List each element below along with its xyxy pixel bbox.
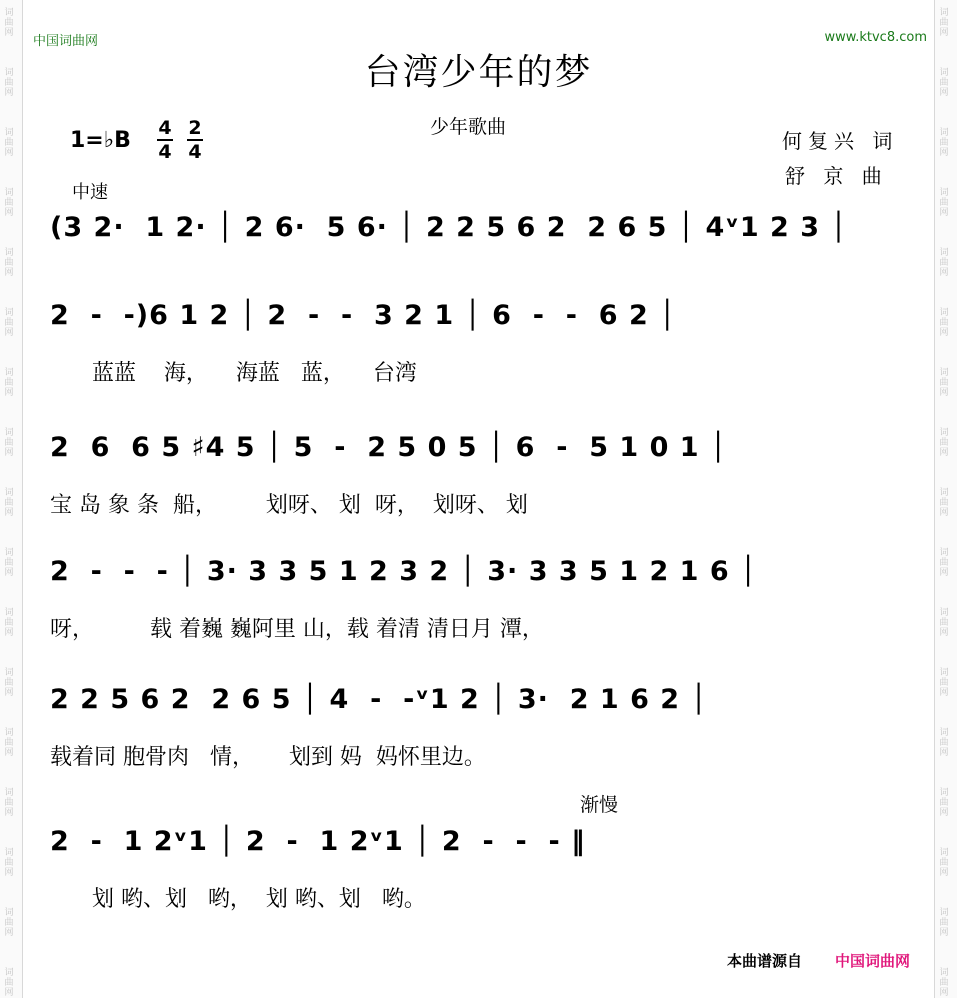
right-watermark-strip: [934, 0, 957, 998]
time-signature-2: 2 4: [188, 117, 202, 163]
watermark-text: 词 曲 网: [939, 68, 949, 98]
lyrics: 划 哟、划 哟， 划 哟、划 哟。: [50, 887, 426, 912]
time-signature-1: 4 4: [158, 117, 172, 163]
notation: 2 2 5 6 2 2 6 5 │ 4 - -ᵛ1 2 │ 3· 2 1 6 2 │: [50, 684, 708, 715]
watermark-text: 词 曲 网: [4, 368, 14, 398]
watermark-text: 词 曲 网: [4, 608, 14, 638]
watermark-text: 词 曲 网: [4, 68, 14, 98]
watermark-text: 词 曲 网: [4, 968, 14, 998]
left-watermark-strip: [0, 0, 23, 998]
watermark-text: 词 曲 网: [4, 848, 14, 878]
watermark-text: 词 曲 网: [939, 248, 949, 278]
watermark-text: 词 曲 网: [4, 488, 14, 518]
lyrics: 蓝蓝 海， 海蓝 蓝， 台湾: [50, 361, 417, 386]
watermark-text: 词 曲 网: [939, 848, 949, 878]
watermark-text: 词 曲 网: [4, 788, 14, 818]
lyrics: 呀， 载 着巍 巍阿里 山，载 着清 清日月 潭，: [50, 617, 544, 642]
watermark-text: 词 曲 网: [939, 188, 949, 218]
watermark-text: 词 曲 网: [939, 908, 949, 938]
watermark-text: 词 曲 网: [4, 668, 14, 698]
site-logo-left[interactable]: 中国词曲网: [33, 34, 99, 49]
song-title: 台湾少年的梦: [364, 52, 593, 93]
notation: 2 - 1 2ᵛ1 │ 2 - 1 2ᵛ1 │ 2 - - - ‖: [50, 826, 586, 857]
watermark-text: 词 曲 网: [4, 248, 14, 278]
source-site-link[interactable]: 中国词曲网: [835, 952, 911, 970]
site-url-right[interactable]: www.ktvc8.com: [824, 30, 927, 45]
tempo-marking: 中速: [72, 182, 108, 203]
watermark-text: 词 曲 网: [939, 368, 949, 398]
notation: (3 2· 1 2· │ 2 6· 5 6· │ 2 2 5 6 2 2 6 5 │ 4ᵛ1 2 3 │: [50, 212, 848, 243]
notation: 2 6 6 5 ♯4 5 │ 5 - 2 5 0 5 │ 6 - 5 1 0 1 │: [50, 432, 728, 463]
watermark-text: 词 曲 网: [4, 188, 14, 218]
key-signature: 1=♭B: [70, 128, 131, 153]
watermark-text: 词 曲 网: [939, 788, 949, 818]
source-label: 本曲谱源自: [727, 952, 803, 970]
song-subtitle: 少年歌曲: [430, 116, 507, 138]
watermark-text: 词 曲 网: [939, 668, 949, 698]
rallentando-marking: 渐慢: [580, 794, 619, 816]
watermark-text: 词 曲 网: [4, 428, 14, 458]
notation: 2 - - - │ 3· 3 3 5 1 2 3 2 │ 3· 3 3 5 1 2 1 6 │: [50, 556, 758, 587]
watermark-text: 词 曲 网: [939, 488, 949, 518]
watermark-text: 词 曲 网: [939, 728, 949, 758]
watermark-text: 词 曲 网: [4, 308, 14, 338]
notation: 2 - -)6 1 2 │ 2 - - 3 2 1 │ 6 - - 6 2 │: [50, 300, 677, 331]
lyricist-credit: 何复兴 词: [782, 129, 899, 153]
watermark-text: 词 曲 网: [4, 8, 14, 38]
watermark-text: 词 曲 网: [4, 548, 14, 578]
watermark-text: 词 曲 网: [939, 8, 949, 38]
watermark-text: 词 曲 网: [939, 308, 949, 338]
watermark-text: 词 曲 网: [939, 548, 949, 578]
lyrics: 宝 岛 象 条 船， 划呀、 划 呀， 划呀、 划: [50, 493, 528, 518]
watermark-text: 词 曲 网: [939, 428, 949, 458]
lyrics: 载着同 胞骨肉 情， 划到 妈 妈怀里边。: [50, 745, 486, 770]
watermark-text: 词 曲 网: [939, 608, 949, 638]
watermark-text: 词 曲 网: [939, 968, 949, 998]
watermark-text: 词 曲 网: [4, 908, 14, 938]
watermark-text: 词 曲 网: [939, 128, 949, 158]
composer-credit: 舒 京 曲: [785, 164, 888, 188]
watermark-text: 词 曲 网: [4, 128, 14, 158]
watermark-text: 词 曲 网: [4, 728, 14, 758]
